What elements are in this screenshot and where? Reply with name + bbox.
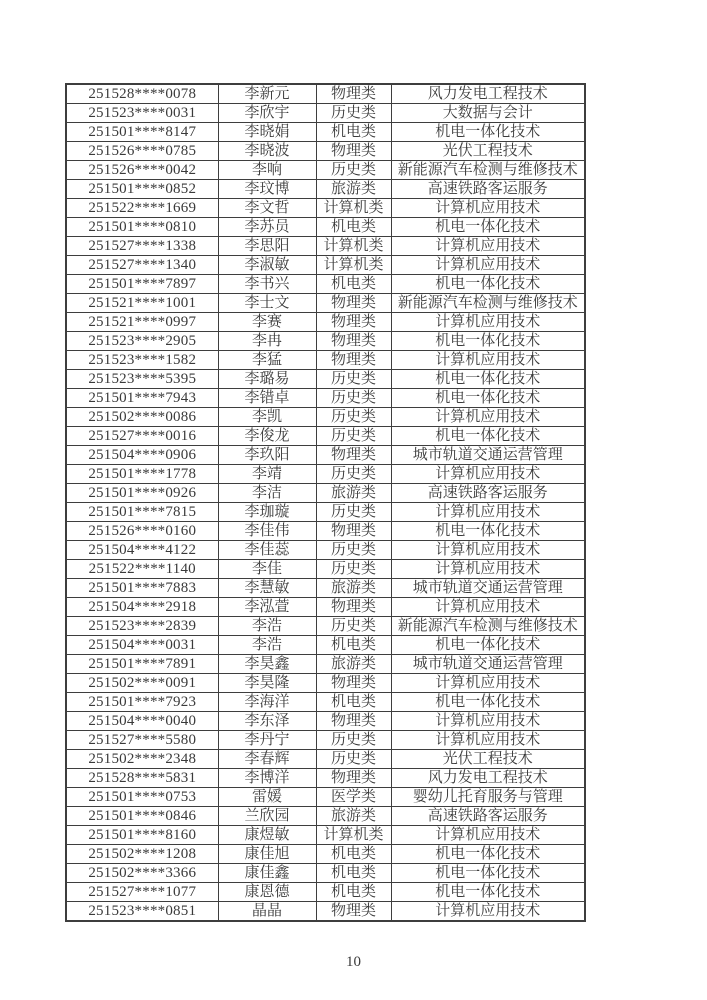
- cell-id: 251521****0997: [66, 313, 218, 332]
- cell-major: 计算机应用技术: [391, 465, 585, 484]
- cell-major: 机电一体化技术: [391, 427, 585, 446]
- roster-table-body: [66, 84, 585, 921]
- cell-name: 李欣宇: [218, 104, 316, 123]
- cell-category: 历史类: [316, 750, 391, 769]
- cell-major: 计算机应用技术: [391, 351, 585, 370]
- table-row: [66, 636, 585, 655]
- cell-id: 251526****0785: [66, 142, 218, 161]
- table-row: [66, 446, 585, 465]
- cell-id: 251501****8160: [66, 826, 218, 845]
- cell-category: 机电类: [316, 275, 391, 294]
- cell-major: 机电一体化技术: [391, 389, 585, 408]
- cell-id: 251501****0753: [66, 788, 218, 807]
- cell-name: 李佳蕊: [218, 541, 316, 560]
- cell-category: 物理类: [316, 598, 391, 617]
- table-row: [66, 104, 585, 123]
- cell-name: 李慧敏: [218, 579, 316, 598]
- cell-name: 李昊隆: [218, 674, 316, 693]
- cell-id: 251527****0016: [66, 427, 218, 446]
- cell-name: 李错卓: [218, 389, 316, 408]
- cell-id: 251502****0086: [66, 408, 218, 427]
- cell-id: 251502****2348: [66, 750, 218, 769]
- cell-category: 物理类: [316, 769, 391, 788]
- cell-major: 机电一体化技术: [391, 636, 585, 655]
- cell-name: 李泓萱: [218, 598, 316, 617]
- cell-category: 历史类: [316, 370, 391, 389]
- cell-id: 251501****7897: [66, 275, 218, 294]
- cell-name: 李晓波: [218, 142, 316, 161]
- cell-major: 计算机应用技术: [391, 313, 585, 332]
- table-row: [66, 237, 585, 256]
- cell-category: 历史类: [316, 104, 391, 123]
- cell-major: 高速铁路客运服务: [391, 807, 585, 826]
- cell-category: 物理类: [316, 674, 391, 693]
- cell-id: 251523****1582: [66, 351, 218, 370]
- table-row: [66, 370, 585, 389]
- cell-category: 机电类: [316, 636, 391, 655]
- cell-name: 李书兴: [218, 275, 316, 294]
- cell-name: 李响: [218, 161, 316, 180]
- table-row: [66, 161, 585, 180]
- cell-name: 李凯: [218, 408, 316, 427]
- cell-category: 物理类: [316, 84, 391, 104]
- cell-id: 251523****0851: [66, 902, 218, 922]
- table-row: [66, 750, 585, 769]
- cell-major: 光伏工程技术: [391, 142, 585, 161]
- cell-category: 历史类: [316, 427, 391, 446]
- cell-id: 251501****8147: [66, 123, 218, 142]
- table-row: [66, 617, 585, 636]
- cell-id: 251527****1340: [66, 256, 218, 275]
- cell-id: 251523****0031: [66, 104, 218, 123]
- table-row: [66, 788, 585, 807]
- cell-category: 机电类: [316, 845, 391, 864]
- cell-id: 251523****5395: [66, 370, 218, 389]
- cell-major: 城市轨道交通运营管理: [391, 655, 585, 674]
- cell-name: 康佳鑫: [218, 864, 316, 883]
- table-row: [66, 845, 585, 864]
- table-row: [66, 351, 585, 370]
- cell-id: 251504****0040: [66, 712, 218, 731]
- cell-category: 医学类: [316, 788, 391, 807]
- table-row: [66, 655, 585, 674]
- cell-category: 机电类: [316, 883, 391, 902]
- cell-name: 李东泽: [218, 712, 316, 731]
- cell-name: 李洁: [218, 484, 316, 503]
- table-row: [66, 313, 585, 332]
- cell-id: 251527****1338: [66, 237, 218, 256]
- cell-id: 251501****7815: [66, 503, 218, 522]
- cell-name: 雷媛: [218, 788, 316, 807]
- cell-id: 251504****0906: [66, 446, 218, 465]
- table-row: [66, 275, 585, 294]
- cell-major: 机电一体化技术: [391, 370, 585, 389]
- page-number: 10: [346, 954, 361, 970]
- table-row: [66, 522, 585, 541]
- table-row: [66, 256, 585, 275]
- table-row: [66, 769, 585, 788]
- cell-id: 251523****2839: [66, 617, 218, 636]
- cell-major: 风力发电工程技术: [391, 84, 585, 104]
- cell-category: 物理类: [316, 142, 391, 161]
- table-row: [66, 389, 585, 408]
- cell-name: 李晓娟: [218, 123, 316, 142]
- table-row: [66, 712, 585, 731]
- table-row: [66, 408, 585, 427]
- cell-major: 机电一体化技术: [391, 864, 585, 883]
- cell-id: 251504****0031: [66, 636, 218, 655]
- cell-name: 李海洋: [218, 693, 316, 712]
- table-row: [66, 674, 585, 693]
- table-row: [66, 598, 585, 617]
- cell-name: 李苏员: [218, 218, 316, 237]
- table-row: [66, 541, 585, 560]
- cell-category: 机电类: [316, 864, 391, 883]
- table-row: [66, 864, 585, 883]
- cell-id: 251527****5580: [66, 731, 218, 750]
- cell-name: 李思阳: [218, 237, 316, 256]
- cell-major: 计算机应用技术: [391, 199, 585, 218]
- cell-major: 机电一体化技术: [391, 522, 585, 541]
- cell-id: 251526****0042: [66, 161, 218, 180]
- cell-category: 机电类: [316, 218, 391, 237]
- cell-category: 历史类: [316, 503, 391, 522]
- table-row: [66, 427, 585, 446]
- cell-id: 251501****0926: [66, 484, 218, 503]
- table-row: [66, 902, 585, 922]
- cell-category: 旅游类: [316, 655, 391, 674]
- cell-category: 历史类: [316, 161, 391, 180]
- cell-id: 251527****1077: [66, 883, 218, 902]
- cell-name: 李文哲: [218, 199, 316, 218]
- cell-id: 251501****0846: [66, 807, 218, 826]
- cell-name: 李璐易: [218, 370, 316, 389]
- cell-name: 李珈璇: [218, 503, 316, 522]
- cell-name: 李佳: [218, 560, 316, 579]
- cell-major: 新能源汽车检测与维修技术: [391, 617, 585, 636]
- cell-name: 李玖阳: [218, 446, 316, 465]
- cell-id: 251502****1208: [66, 845, 218, 864]
- cell-id: 251501****0810: [66, 218, 218, 237]
- cell-category: 物理类: [316, 351, 391, 370]
- cell-name: 李浩: [218, 617, 316, 636]
- cell-name: 李博洋: [218, 769, 316, 788]
- table-row: [66, 503, 585, 522]
- cell-id: 251501****7883: [66, 579, 218, 598]
- cell-name: 李淑敏: [218, 256, 316, 275]
- cell-category: 机电类: [316, 123, 391, 142]
- table-row: [66, 142, 585, 161]
- cell-major: 计算机应用技术: [391, 560, 585, 579]
- cell-name: 李赛: [218, 313, 316, 332]
- cell-id: 251501****7923: [66, 693, 218, 712]
- cell-major: 计算机应用技术: [391, 712, 585, 731]
- cell-major: 高速铁路客运服务: [391, 180, 585, 199]
- cell-name: 兰欣园: [218, 807, 316, 826]
- table-row: [66, 180, 585, 199]
- cell-name: 康煜敏: [218, 826, 316, 845]
- table-row: [66, 731, 585, 750]
- cell-major: 计算机应用技术: [391, 408, 585, 427]
- cell-major: 计算机应用技术: [391, 541, 585, 560]
- cell-id: 251522****1140: [66, 560, 218, 579]
- cell-category: 物理类: [316, 902, 391, 922]
- cell-category: 计算机类: [316, 199, 391, 218]
- cell-major: 计算机应用技术: [391, 731, 585, 750]
- cell-category: 物理类: [316, 332, 391, 351]
- cell-major: 机电一体化技术: [391, 275, 585, 294]
- cell-major: 新能源汽车检测与维修技术: [391, 161, 585, 180]
- table-row: [66, 807, 585, 826]
- cell-major: 机电一体化技术: [391, 693, 585, 712]
- cell-name: 康佳旭: [218, 845, 316, 864]
- cell-category: 旅游类: [316, 484, 391, 503]
- cell-major: 城市轨道交通运营管理: [391, 579, 585, 598]
- cell-id: 251523****2905: [66, 332, 218, 351]
- cell-category: 历史类: [316, 465, 391, 484]
- table-row: [66, 199, 585, 218]
- cell-category: 物理类: [316, 313, 391, 332]
- cell-name: 李春辉: [218, 750, 316, 769]
- table-row: [66, 84, 585, 104]
- cell-major: 城市轨道交通运营管理: [391, 446, 585, 465]
- cell-category: 历史类: [316, 541, 391, 560]
- cell-name: 李昊鑫: [218, 655, 316, 674]
- cell-name: 李猛: [218, 351, 316, 370]
- cell-category: 历史类: [316, 389, 391, 408]
- cell-major: 计算机应用技术: [391, 237, 585, 256]
- table-row: [66, 826, 585, 845]
- cell-major: 机电一体化技术: [391, 845, 585, 864]
- cell-category: 历史类: [316, 408, 391, 427]
- cell-major: 机电一体化技术: [391, 883, 585, 902]
- cell-id: 251521****1001: [66, 294, 218, 313]
- cell-category: 历史类: [316, 560, 391, 579]
- cell-id: 251522****1669: [66, 199, 218, 218]
- cell-category: 物理类: [316, 712, 391, 731]
- cell-major: 机电一体化技术: [391, 123, 585, 142]
- cell-major: 计算机应用技术: [391, 256, 585, 275]
- cell-name: 李士文: [218, 294, 316, 313]
- roster-table: [65, 83, 586, 922]
- cell-category: 物理类: [316, 294, 391, 313]
- cell-major: 新能源汽车检测与维修技术: [391, 294, 585, 313]
- cell-major: 计算机应用技术: [391, 503, 585, 522]
- cell-id: 251501****7943: [66, 389, 218, 408]
- cell-category: 机电类: [316, 693, 391, 712]
- cell-name: 李俊龙: [218, 427, 316, 446]
- cell-name: 晶晶: [218, 902, 316, 922]
- cell-major: 计算机应用技术: [391, 674, 585, 693]
- table-row: [66, 484, 585, 503]
- cell-id: 251502****3366: [66, 864, 218, 883]
- cell-major: 机电一体化技术: [391, 218, 585, 237]
- table-row: [66, 332, 585, 351]
- cell-category: 历史类: [316, 617, 391, 636]
- cell-major: 机电一体化技术: [391, 332, 585, 351]
- cell-category: 旅游类: [316, 579, 391, 598]
- cell-id: 251501****7891: [66, 655, 218, 674]
- cell-name: 李佳伟: [218, 522, 316, 541]
- cell-name: 李玟博: [218, 180, 316, 199]
- cell-name: 李靖: [218, 465, 316, 484]
- cell-name: 李冉: [218, 332, 316, 351]
- table-row: [66, 560, 585, 579]
- cell-name: 李浩: [218, 636, 316, 655]
- cell-category: 物理类: [316, 446, 391, 465]
- cell-id: 251504****4122: [66, 541, 218, 560]
- cell-category: 计算机类: [316, 256, 391, 275]
- table-row: [66, 294, 585, 313]
- table-row: [66, 123, 585, 142]
- cell-id: 251501****0852: [66, 180, 218, 199]
- cell-category: 旅游类: [316, 807, 391, 826]
- table-row: [66, 465, 585, 484]
- cell-name: 康恩德: [218, 883, 316, 902]
- cell-major: 大数据与会计: [391, 104, 585, 123]
- cell-major: 计算机应用技术: [391, 598, 585, 617]
- cell-category: 历史类: [316, 731, 391, 750]
- cell-id: 251528****0078: [66, 84, 218, 104]
- cell-id: 251502****0091: [66, 674, 218, 693]
- cell-major: 婴幼儿托育服务与管理: [391, 788, 585, 807]
- cell-category: 计算机类: [316, 237, 391, 256]
- cell-id: 251528****5831: [66, 769, 218, 788]
- cell-major: 风力发电工程技术: [391, 769, 585, 788]
- cell-category: 物理类: [316, 522, 391, 541]
- cell-major: 计算机应用技术: [391, 902, 585, 922]
- cell-id: 251501****1778: [66, 465, 218, 484]
- cell-id: 251504****2918: [66, 598, 218, 617]
- table-row: [66, 883, 585, 902]
- table-row: [66, 218, 585, 237]
- cell-id: 251526****0160: [66, 522, 218, 541]
- cell-major: 光伏工程技术: [391, 750, 585, 769]
- table-row: [66, 693, 585, 712]
- cell-major: 高速铁路客运服务: [391, 484, 585, 503]
- cell-category: 计算机类: [316, 826, 391, 845]
- cell-major: 计算机应用技术: [391, 826, 585, 845]
- cell-category: 旅游类: [316, 180, 391, 199]
- table-row: [66, 579, 585, 598]
- cell-name: 李丹宁: [218, 731, 316, 750]
- cell-name: 李新元: [218, 84, 316, 104]
